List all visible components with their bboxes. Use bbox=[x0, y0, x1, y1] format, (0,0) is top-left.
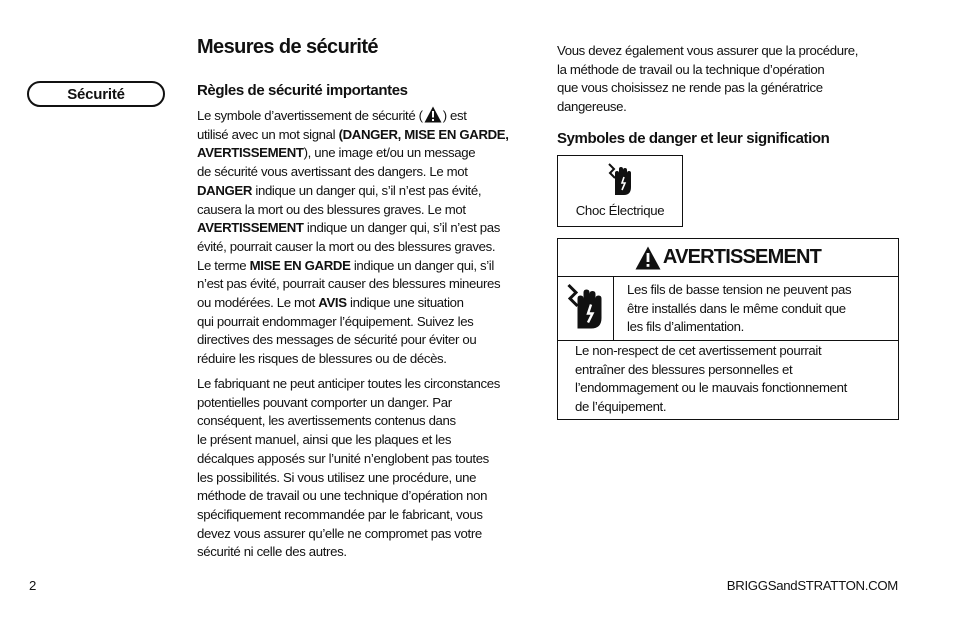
page-title: Mesures de sécurité bbox=[197, 36, 378, 58]
warning-box bbox=[557, 238, 899, 420]
signal-word-mise-en-garde: MISE EN GARDE bbox=[249, 257, 351, 273]
text-segment: indique une situation bbox=[346, 295, 464, 311]
text-line: Vous devez également vous assurer que la procédure, bbox=[557, 43, 859, 58]
warning-icon-cell bbox=[558, 276, 614, 340]
electric-shock-hand-icon bbox=[564, 282, 606, 330]
signal-word-avis: AVIS bbox=[318, 295, 347, 311]
warning-header bbox=[558, 239, 898, 277]
text-line: de l’équipement. bbox=[575, 399, 667, 415]
signal-word-avertissement: AVERTISSEMENT bbox=[197, 145, 304, 161]
text-line: conséquent, les avertissements contenus dans bbox=[197, 413, 456, 429]
text-line: spécifiquement recommandée par le fabricant, vous bbox=[197, 506, 483, 522]
warning-divider bbox=[558, 340, 898, 341]
text-line: directives des messages de sécurité pour éviter ou bbox=[197, 332, 477, 348]
warning-heading: AVERTISSEMENT bbox=[662, 246, 822, 268]
text-line: qui pourrait endommager l’équipement. Suivez les bbox=[197, 313, 474, 329]
section-badge bbox=[27, 81, 165, 107]
text-line: la méthode de travail ou la technique d’opération bbox=[557, 61, 825, 77]
procedure-paragraph bbox=[557, 42, 858, 117]
text-line: Le fabriquant ne peut anticiper toutes les circonstances bbox=[197, 376, 500, 391]
signal-words: (DANGER, MISE EN GARDE, bbox=[338, 126, 509, 142]
text-line: causera la mort ou des blessures graves. Le mot bbox=[197, 201, 466, 217]
text-line: évité, pourrait causer la mort ou des blessures graves. bbox=[197, 238, 496, 254]
text-line: Les fils de basse tension ne peuvent pas bbox=[627, 282, 852, 297]
text-line: entraîner des blessures personnelles et bbox=[575, 361, 793, 377]
text-line: méthode de travail ou une technique d’opération non bbox=[197, 488, 488, 504]
signal-word-danger: DANGER bbox=[197, 182, 253, 198]
text-line: de sécurité vous avertissant des dangers. Le mot bbox=[197, 164, 468, 180]
warning-triangle-icon bbox=[635, 246, 661, 270]
electric-shock-hand-icon bbox=[606, 161, 634, 197]
page-number: 2 bbox=[29, 578, 37, 593]
text-line: n’est pas évité, pourrait causer des blessures mineures bbox=[197, 276, 501, 292]
text-line: potentielles pouvant comporter un danger. Par bbox=[197, 394, 452, 410]
text-line: les possibilités. Si vous utilisez une procédure, une bbox=[197, 469, 477, 485]
text-segment: utilisé avec un mot signal bbox=[197, 126, 339, 142]
symbol-caption: Choc Électrique bbox=[575, 203, 665, 218]
safety-paragraph-2 bbox=[197, 375, 500, 562]
text-line: Le non-respect de cet avertissement pourrait bbox=[575, 343, 822, 358]
text-segment: Le symbole d’avertissement de sécurité ( bbox=[197, 108, 423, 123]
text-line: devez vous assurer qu’elle ne compromet pas votre bbox=[197, 525, 482, 541]
text-segment: indique un danger qui, s’il n’est pas bbox=[303, 220, 500, 236]
text-segment: indique un danger qui, s’il n’est pas évité, bbox=[252, 182, 482, 198]
section-label: Sécurité bbox=[67, 85, 125, 103]
text-segment: ou modérées. Le mot bbox=[197, 295, 319, 311]
warning-row-text bbox=[627, 281, 851, 337]
hazard-symbol-box bbox=[557, 155, 683, 227]
text-line: dangereuse. bbox=[557, 99, 627, 115]
text-segment: Le terme bbox=[197, 257, 250, 273]
footer-website: BRIGGSandSTRATTON.COM bbox=[726, 578, 898, 593]
text-line: que vous choisissez ne rende pas la génératrice bbox=[557, 80, 823, 96]
text-line: être installés dans le même conduit que bbox=[627, 300, 846, 316]
text-line: l’endommagement ou le mauvais fonctionnement bbox=[575, 380, 847, 396]
subheading-hazard-symbols: Symboles de danger et leur signification bbox=[557, 130, 830, 147]
signal-word-avertissement: AVERTISSEMENT bbox=[197, 220, 304, 236]
text-line: décalques apposés sur l’unité n’englobent pas toutes bbox=[197, 450, 489, 466]
warning-body-text bbox=[575, 342, 847, 417]
safety-paragraph-1 bbox=[197, 106, 509, 369]
text-line: sécurité ni celle des autres. bbox=[197, 544, 347, 560]
warning-triangle-icon bbox=[424, 106, 442, 123]
text-segment: indique un danger qui, s’il bbox=[350, 257, 494, 273]
text-line: réduire les risques de blessures ou de décès. bbox=[197, 351, 447, 367]
text-segment: ) est bbox=[442, 108, 467, 123]
text-line: le présent manuel, ainsi que les plaques et les bbox=[197, 432, 452, 448]
text-line: les fils d’alimentation. bbox=[627, 319, 744, 335]
text-segment: ), une image et/ou un message bbox=[303, 145, 476, 161]
subheading-important-rules: Règles de sécurité importantes bbox=[197, 82, 408, 99]
